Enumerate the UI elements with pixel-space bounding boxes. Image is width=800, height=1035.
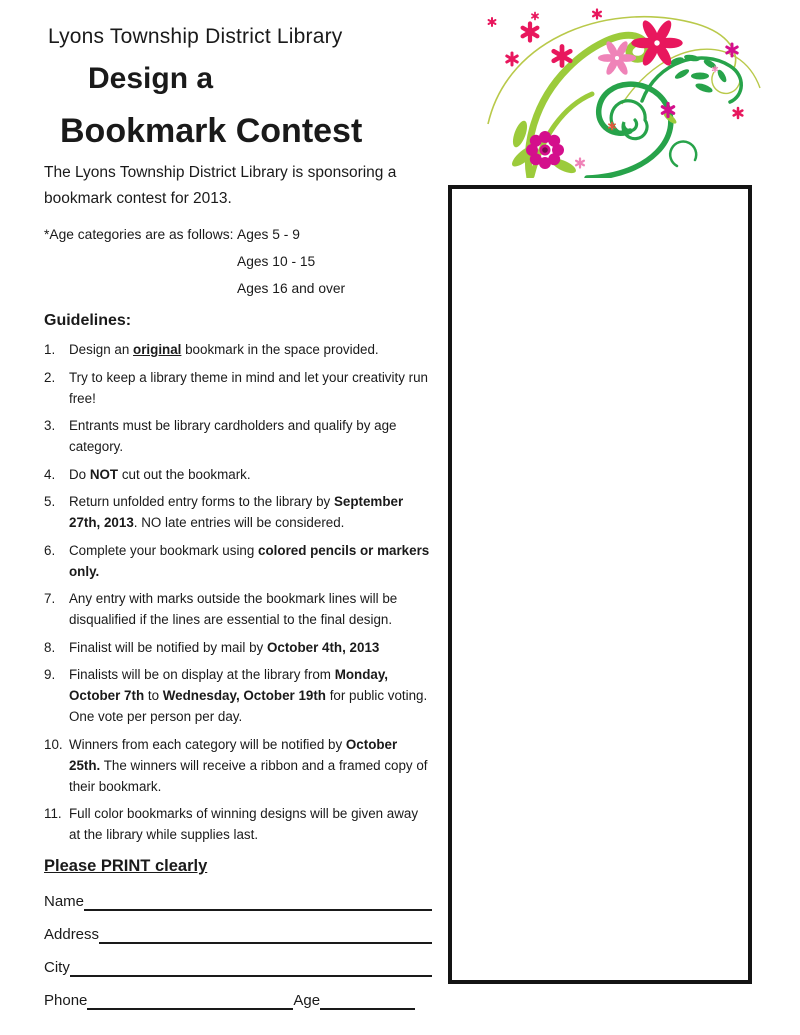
guideline-item: [44, 415, 432, 457]
age-category-row: [44, 221, 432, 248]
guideline-item: [44, 588, 432, 630]
guideline-number: 5.: [44, 494, 56, 509]
flyer-title-line1: Design a: [88, 62, 214, 95]
floral-decoration-graphic: [472, 6, 772, 178]
address-write-line: [99, 940, 432, 944]
guideline-text: Entrants must be library cardholders and qualify by age category.: [69, 418, 397, 454]
guideline-item: [44, 540, 432, 582]
guideline-number: 1.: [44, 342, 56, 357]
guideline-item: [44, 339, 432, 360]
age-label: Age: [293, 992, 321, 1009]
guideline-item: [44, 734, 432, 797]
guideline-text: Finalist will be notified by mail by October 4th, 2013: [69, 639, 380, 655]
name-write-line: [84, 907, 432, 911]
entry-form: [44, 889, 432, 1010]
guideline-text: Any entry with marks outside the bookmark lines will be disqualified if the lines are essential to the final design.: [69, 591, 398, 627]
city-write-line: [70, 973, 432, 977]
city-label: City: [44, 959, 70, 976]
age-category-2: Ages 10 - 15: [237, 254, 316, 269]
name-field-row: [44, 889, 432, 911]
age-category-row: [44, 275, 432, 302]
guideline-number: 7.: [44, 591, 56, 606]
guideline-text: Return unfolded entry forms to the library by September 27th, 2013. NO late entries will be considered.: [69, 494, 404, 530]
address-label: Address: [44, 926, 100, 943]
intro-paragraph: The Lyons Township District Library is sponsoring a bookmark contest for 2013.: [44, 164, 397, 207]
age-category-row: [44, 248, 432, 275]
guideline-text: Do NOT cut out the bookmark.: [69, 466, 251, 482]
guideline-number: 11.: [44, 806, 62, 821]
guideline-text: Try to keep a library theme in mind and let your creativity run free!: [69, 369, 428, 406]
guideline-item: [44, 367, 432, 409]
guideline-text: Winners from each category will be notified by October 25th. The winners will receive a ribbon and a framed copy of their bookmark.: [69, 736, 428, 794]
city-field-row: [44, 955, 432, 977]
guideline-number: 6.: [44, 542, 56, 558]
phone-label: Phone: [44, 992, 88, 1009]
age-category-3: Ages 16 and over: [237, 281, 346, 296]
address-field-row: [44, 922, 432, 944]
age-category-1: Ages 5 - 9: [237, 227, 300, 242]
flyer-title-line2: Bookmark Contest: [60, 112, 363, 150]
guideline-text: Full color bookmarks of winning designs will be given away at the library while supplies last.: [69, 806, 419, 842]
guideline-item: [44, 464, 432, 485]
age-categories-block: [44, 221, 432, 302]
guidelines-heading: Guidelines:: [44, 312, 132, 329]
guidelines-list: [44, 339, 432, 845]
guideline-text: Finalists will be on display at the library from Monday, October 7th to Wednesday, October 19th for public voting. One vote per person per day.: [69, 667, 428, 724]
guideline-number: 3.: [44, 418, 56, 433]
guideline-number: 9.: [44, 667, 56, 682]
guideline-item: [44, 491, 432, 533]
print-clearly-heading: Please PRINT clearly: [44, 857, 208, 875]
guideline-item: [44, 803, 432, 845]
guideline-item: [44, 664, 432, 727]
guideline-number: 4.: [44, 466, 56, 482]
age-note-prefix: *Age categories are as follows:: [44, 227, 234, 242]
phone-write-line: [87, 1006, 293, 1010]
guideline-text: Complete your bookmark using colored pencils or markers only.: [69, 542, 430, 579]
guideline-item: [44, 637, 432, 658]
age-write-line: [320, 1006, 415, 1010]
guideline-number: 10.: [44, 736, 63, 752]
guideline-text: Design an original bookmark in the space provided.: [69, 342, 379, 357]
flyer-text-column: [44, 24, 432, 1010]
guideline-number: 8.: [44, 639, 56, 655]
library-name: Lyons Township District Library: [48, 25, 343, 48]
bookmark-drawing-area: [448, 185, 752, 984]
name-label: Name: [44, 893, 85, 910]
guideline-number: 2.: [44, 369, 56, 385]
phone-age-field-row: [44, 988, 432, 1010]
